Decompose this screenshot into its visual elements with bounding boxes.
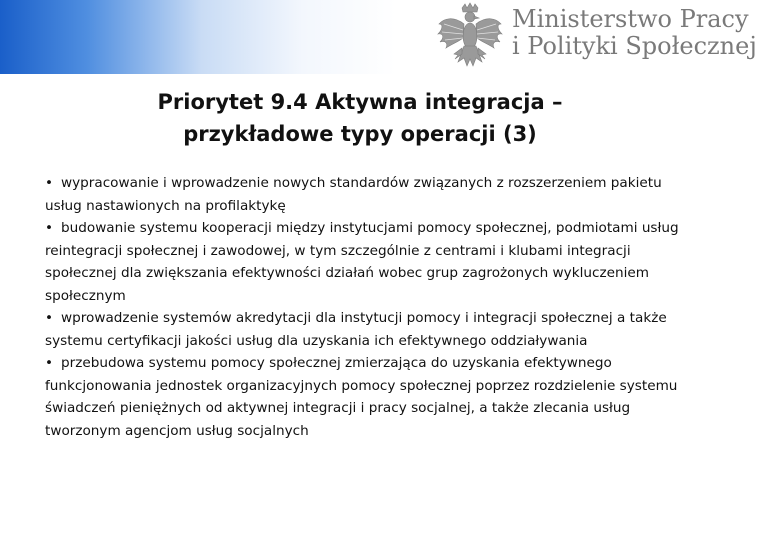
- slide-header: [0, 0, 757, 74]
- ministry-name-line2: i Polityki Społecznej: [512, 32, 757, 60]
- ministry-logo-text: [512, 6, 757, 60]
- bullet-list: [45, 172, 685, 442]
- slide-title-line1: Priorytet 9.4 Aktywna integracja –: [157, 90, 563, 114]
- bullet-text: budowanie systemu kooperacji między instytucjami pomocy społecznej, podmiotami usług reintegracji społecznej i zawodowej, w tym szczególnie z centrami i klubami integracji społecznej dla zwiększania efektywności działań wobec grup zagrożonych wykluczeniem społecznym: [45, 220, 679, 304]
- ministry-name-line1: Ministerstwo Pracy: [512, 5, 749, 33]
- bullet-item: [45, 352, 685, 442]
- bullet-item: [45, 217, 685, 307]
- bullet-text: przebudowa systemu pomocy społecznej zmierzająca do uzyskania efektywnego funkcjonowania jednostek organizacyjnych pomocy społecznej poprzez rozdzielenie systemu świadczeń pieniężnych od aktywnej integracji i pracy socjalnej, a także zlecania usług tworzonym agencjom usług socjalnych: [45, 355, 678, 439]
- bullet-marker: •: [45, 175, 54, 191]
- polish-eagle-emblem-icon: [436, 2, 504, 72]
- bullet-marker: •: [45, 355, 54, 371]
- bullet-item: [45, 307, 685, 352]
- slide-title-line2: przykładowe typy operacji (3): [183, 122, 537, 146]
- bullet-text: wypracowanie i wprowadzenie nowych standardów związanych z rozszerzeniem pakietu usług nastawionych na profilaktykę: [45, 175, 662, 214]
- bullet-item: [45, 172, 685, 217]
- slide-title: [60, 86, 660, 150]
- bullet-marker: •: [45, 220, 54, 236]
- bullet-marker: •: [45, 310, 54, 326]
- bullet-text: wprowadzenie systemów akredytacji dla instytucji pomocy i integracji społecznej a także systemu certyfikacji jakości usług dla uzyskania ich efektywnego oddziaływania: [45, 310, 667, 349]
